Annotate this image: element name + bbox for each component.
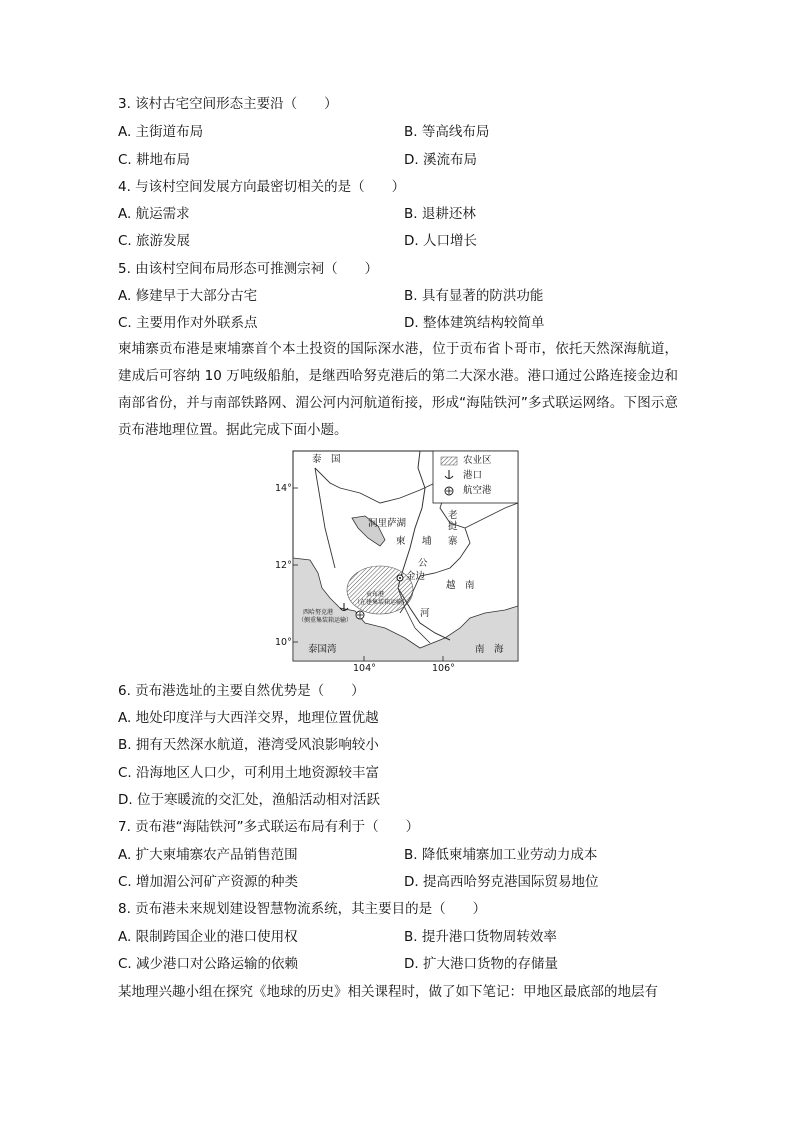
legend-agri-swatch <box>441 457 457 465</box>
q8-option-a: A. 限制跨国企业的港口使用权 <box>118 929 298 945</box>
legend-port-label: 港口 <box>463 470 483 481</box>
label-sihanouk-sub: （侧重集装箱运输） <box>298 617 353 624</box>
label-cambodia-3: 寨 <box>448 536 458 547</box>
q7-option-c: C. 增加湄公河矿产资源的种类 <box>118 874 299 890</box>
q7-option-b: B. 降低柬埔寨加工业劳动力成本 <box>404 847 598 863</box>
q3-option-b: B. 等高线布局 <box>404 124 490 140</box>
q8-option-b: B. 提升港口货物周转效率 <box>404 929 557 945</box>
q6-option-c: C. 沿海地区人口少，可利用土地资源较丰富 <box>118 765 380 781</box>
legend-agri-label: 农业区 <box>463 455 492 466</box>
label-vietnam: 越 南 <box>446 580 475 591</box>
kampot-port-map <box>270 448 530 676</box>
q6-option-a: A. 地处印度洋与大西洋交界，地理位置优越 <box>118 710 379 726</box>
label-cambodia-1: 柬 <box>396 536 406 547</box>
q8-option-c: C. 减少港口对公路运输的依赖 <box>118 956 299 972</box>
q6-option-d: D. 位于寒暖流的交汇处，渔船活动相对活跃 <box>118 792 380 808</box>
label-thailand: 泰 国 <box>312 454 341 465</box>
label-laos: 老 挝 <box>448 510 458 532</box>
label-gulf: 泰国湾 <box>308 644 337 655</box>
label-mekong-1: 公 <box>418 558 428 569</box>
label-mekong-2: 河 <box>420 608 430 619</box>
q4-option-c: C. 旅游发展 <box>118 233 191 249</box>
q8-option-d: D. 扩大港口货物的存储量 <box>404 956 558 972</box>
q5-option-c: C. 主要用作对外联系点 <box>118 315 258 331</box>
legend-airport-icon <box>445 487 453 495</box>
q8-stem: 8. 贡布港未来规划建设智慧物流系统，其主要目的是（ ） <box>118 901 487 917</box>
agri-area <box>347 566 413 614</box>
label-south-sea: 南 海 <box>475 644 504 655</box>
q7-stem: 7. 贡布港“海陆铁河”多式联运布局有利于（ ） <box>118 819 420 835</box>
q5-option-d: D. 整体建筑结构较简单 <box>404 315 545 331</box>
label-lat-12: 12° <box>275 560 292 571</box>
q5-option-b: B. 具有显著的防洪功能 <box>404 288 544 304</box>
label-lat-14: 14° <box>275 483 292 494</box>
q3-option-c: C. 耕地布局 <box>118 152 191 168</box>
q4-option-a: A. 航运需求 <box>118 206 190 222</box>
label-lon-106: 106° <box>432 663 455 674</box>
q5-option-a: A. 修建早于大部分古宅 <box>118 288 258 304</box>
label-cambodia-2: 埔 <box>422 536 432 547</box>
label-kampot: 贡布港 <box>366 591 385 598</box>
legend-airport-label: 航空港 <box>463 485 492 496</box>
q6-option-b: B. 拥有天然深水航道，港湾受风浪影响较小 <box>118 737 379 753</box>
q3-option-a: A. 主街道布局 <box>118 124 204 140</box>
q5-stem: 5. 由该村空间布局形态可推测宗祠（ ） <box>118 261 379 277</box>
q7-option-a: A. 扩大柬埔寨农产品销售范围 <box>118 847 298 863</box>
label-sihanouk: 西哈努克港 <box>303 609 334 616</box>
q7-option-d: D. 提高西哈努克港国际贸易地位 <box>404 874 599 890</box>
map-graphic <box>270 448 530 676</box>
q4-option-d: D. 人口增长 <box>404 233 477 249</box>
q4-stem: 4. 与该村空间发展方向最密切相关的是（ ） <box>118 179 406 195</box>
label-lon-104: 104° <box>353 663 376 674</box>
label-phnom-penh: 金边 <box>406 571 426 582</box>
label-kampot-sub: （在建集装箱运输） <box>354 599 409 606</box>
q4-option-b: B. 退耕还林 <box>404 206 476 222</box>
q3-stem: 3. 该村古宅空间形态主要沿（ ） <box>118 96 338 112</box>
label-tonle-sap: 洞里萨湖 <box>368 518 407 529</box>
q3-option-d: D. 溪流布局 <box>404 152 477 168</box>
label-lat-10: 10° <box>275 637 292 648</box>
airport-marker <box>356 611 364 619</box>
passage-text: 柬埔寨贡布港是柬埔寨首个本土投资的国际深水港，位于贡布省卜哥市，依托天然深海航道，建成后可容纳 10 万吨级船舶，是继西哈努克港后的第二大深水港。港口通过公路连接金边和南部省份，并与南部铁路网、湄公河内河航道衔接，形成“海陆铁河”多式联运网络。下图示意贡布港地理位置。据此完成下面小题。 <box>118 341 678 438</box>
q6-stem: 6. 贡布港选址的主要自然优势是（ ） <box>118 683 365 699</box>
next-passage-line: 某地理兴趣小组在探究《地球的历史》相关课程时，做了如下笔记：甲地区最底部的地层有 <box>118 984 658 1000</box>
